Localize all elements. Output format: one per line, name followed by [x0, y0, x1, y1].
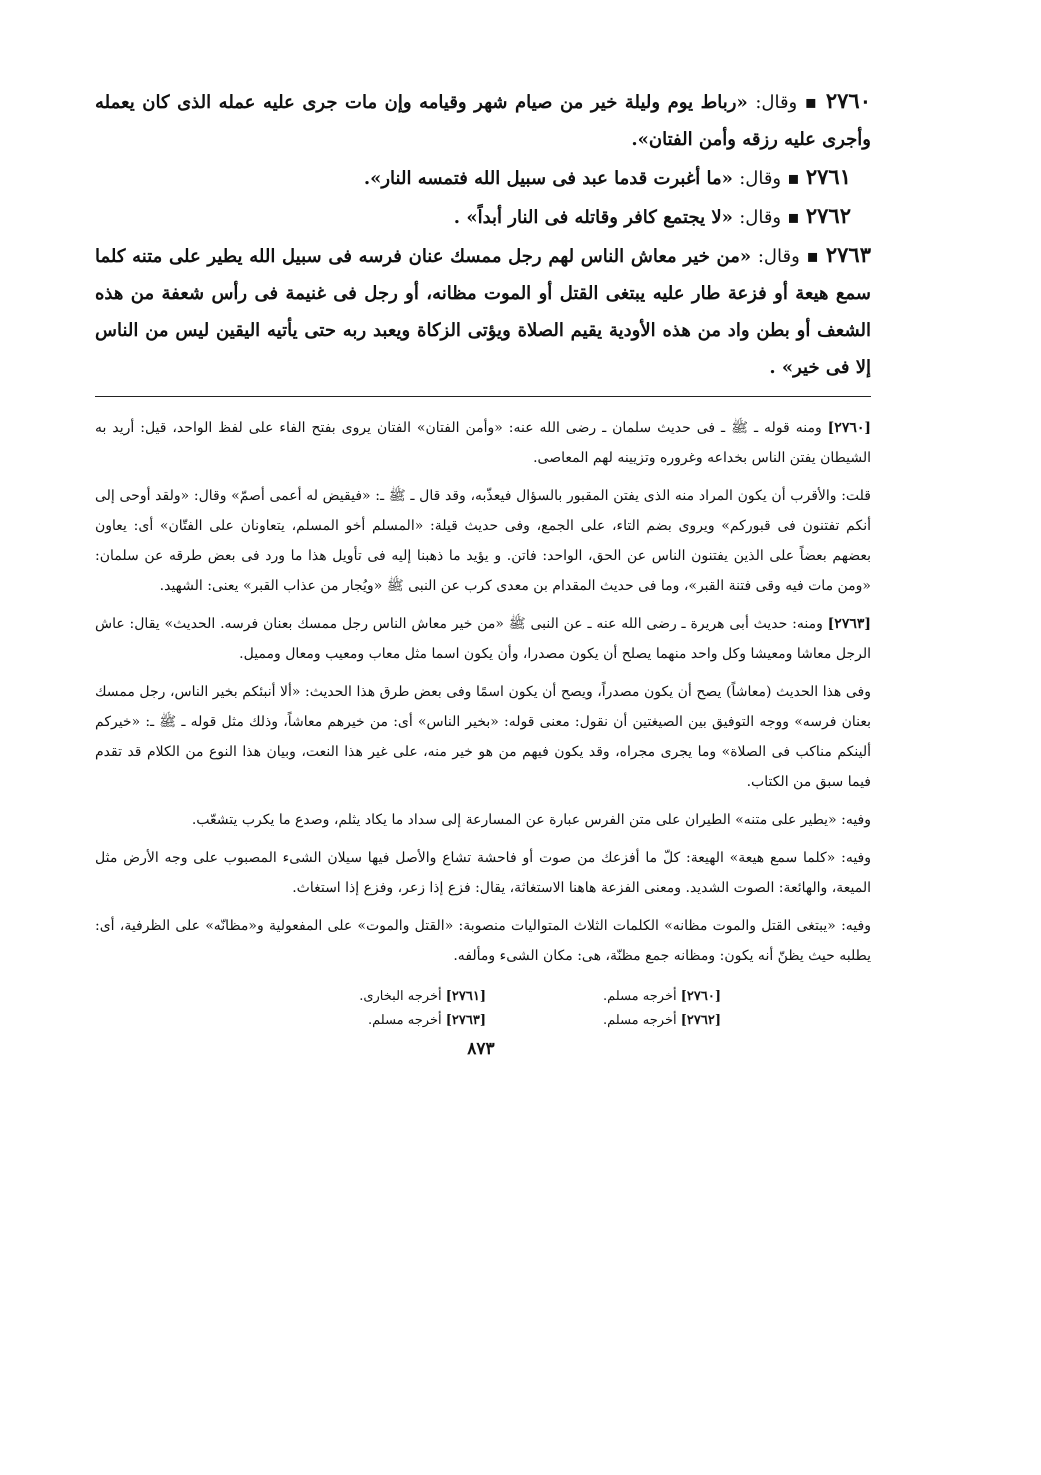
- footnote: [486, 985, 721, 1009]
- commentary-text: وفيه: «يبتغى القتل والموت مظانه» الكلمات الثلاث المتواليات منصوبة: «القتل والموت» على المفعولية و«مظانّه» على الظرفية، أى: يطلبه حيث يظنّ أنه يكون: ومظانه جمع مظنّة، هى: مكان الشىء ومألفه.: [95, 918, 871, 964]
- footnote-text: أخرجه مسلم.: [603, 989, 677, 1004]
- commentary-text: وفيه: «كلما سمع هيعة» الهيعة: كلّ ما أفزعك من صوت أو فاحشة تشاع والأصل فيها سيلان الشىء المصبوب على وجه الأرض مثل الميعة، والهائعة: الصوت الشديد. ومعنى الفزعة هاهنا الاستغاثة، يقال: فزع إذا زعر، وفزع إذا استغاث.: [95, 850, 871, 896]
- hadith-2760: ٢٧٦٠ ▪ وقال: «رباط يوم وليلة خير من صيام شهر وقيامه وإن مات جرى عليه عمله الذى كان يعمله وأجرى عليه رزقه وأمن الفتان».: [95, 88, 871, 150]
- hadith-number: ٢٧٦٢: [805, 203, 851, 228]
- commentary-ref: [٢٧٦٠]: [827, 420, 871, 436]
- commentary-text: وفى هذا الحديث (معاشاً) يصح أن يكون مصدراً، ويصح أن يكون اسمًا وفى بعض طرق هذا الحديث: «ألا أنبئكم بخير الناس، رجل ممسك بعنان فرسه» ووجه التوفيق بين الصيغتين أن نقول: معنى قوله: «بخير الناس» أى: من خيرهم معاشاً، وذلك مثل قوله ـ ﷺ ـ: «خيركم ألينكم مناكب فى الصلاة» وما يجرى مجراه، وقد يكون فيهم من هو خير منه، على غير هذا النعت، وبيان هذا النوع من الكلام قد تقدم فيما سبق من الكتاب.: [95, 684, 871, 790]
- footnote-ref: [٢٧٦٢]: [680, 1013, 721, 1028]
- hadith-text: «لا يجتمع كافر وقاتله فى النار أبداً» .: [453, 207, 733, 228]
- commentary-text: ومنه قوله ـ ﷺ ـ فى حديث سلمان ـ رضى الله عنه: «وأمن الفتان» الفتان يروى بفتح الفاء على لفظ الواحد، قيل: أريد به الشيطان يفتن الناس بخداعه وغروره وتزيينه لهم المعاصى.: [95, 420, 871, 466]
- hadith-text: «ما أغبرت قدما عبد فى سبيل الله فتمسه النار».: [363, 168, 733, 189]
- hadith-intro: وقال:: [755, 92, 798, 113]
- hadith-section: [95, 82, 871, 386]
- footnote-text: أخرجه مسلم.: [368, 1013, 442, 1028]
- hadith-text: «من خير معاش الناس لهم رجل ممسك عنان فرسه فى سبيل الله يطير على متنه كلما سمع هيعة أو فزعة طار عليه يبتغى القتل أو الموت مظانه، أو رجل فى غنيمة فى رأس شعفة من هذه الشعف أو بطن واد من هذه الأودية يقيم الصلاة ويؤتى الزكاة ويعبد ربه حتى يأتيه اليقين ليس من الناس إلا فى خير» .: [95, 246, 871, 378]
- commentary-text: وفيه: «يطير على متنه» الطيران على متن الفرس عبارة عن المسارعة إلى سداد ما يكاد يثلم، وصدع ما يكرب يتشعّب.: [191, 812, 871, 828]
- footnotes: [251, 985, 721, 1033]
- hadith-number: ٢٧٦٣: [825, 242, 871, 267]
- hadith-intro: وقال:: [757, 246, 800, 267]
- footnote: [251, 985, 486, 1009]
- commentary-paragraph: [95, 843, 871, 903]
- hadith-text: «رباط يوم وليلة خير من صيام شهر وقيامه وإن مات جرى عليه عمله الذى كان يعمله وأجرى عليه رزقه وأمن الفتان».: [95, 92, 871, 150]
- commentary-paragraph: [95, 911, 871, 971]
- hadith-number: ٢٧٦٠: [825, 88, 871, 113]
- footnote-text: أخرجه البخارى.: [359, 989, 442, 1004]
- commentary-ref: [٢٧٦٣]: [827, 616, 871, 632]
- footnote-ref: [٢٧٦١]: [445, 989, 486, 1004]
- hadith-2763: ٢٧٦٣ ▪ وقال: «من خير معاش الناس لهم رجل ممسك عنان فرسه فى سبيل الله يطير على متنه كلما سمع هيعة أو فزعة طار عليه يبتغى القتل أو الموت مظانه، أو رجل فى غنيمة فى رأس شعفة من هذه الشعف أو بطن واد من هذه الأودية يقيم الصلاة ويؤتى الزكاة ويعبد ربه حتى يأتيه اليقين ليس من الناس إلا فى خير» .: [95, 242, 871, 378]
- section-divider: [95, 396, 871, 397]
- commentary-paragraph: [95, 677, 871, 797]
- commentary-paragraph: [95, 609, 871, 669]
- commentary-text: قلت: والأقرب أن يكون المراد منه الذى يفتن المقبور بالسؤال فيعذّبه، وقد قال ـ ﷺ ـ: «فيقيض له أعمى أصمّ» وقال: «ولقد أوحى إلى أنكم تفتنون فى قبوركم» ويروى بضم التاء، على الجمع، وفى حديث قيلة: «المسلم أخو المسلم، يتعاونان على الفتّان» أى: يعاون بعضهم بعضاً على الذين يفتنون الناس عن الحق، الواحد: فاتن. و يؤيد ما ذهبنا إليه فى تأويل هذا ما ورد فى بعض طرقه عن سلمان: «ومن مات فيه وقى فتنة القبر»، وما فى حديث المقدام بن معدى كرب عن النبى ﷺ «ويُجار من عذاب القبر» يعنى: الشهيد.: [95, 488, 871, 594]
- commentary-text: ومنه: حديث أبى هريرة ـ رضى الله عنه ـ عن النبى ﷺ «من خير معاش الناس رجل ممسك بعنان فرسه. الحديث» يقال: عاش الرجل معاشا ومعيشا وكل واحد منهما يصلح أن يكون مصدرا، وأن يكون اسما مثل معاب ومعيب ومعال ومميل.: [95, 616, 871, 662]
- footnote-text: أخرجه مسلم.: [603, 1013, 677, 1028]
- hadith-intro: وقال:: [739, 207, 782, 228]
- hadith-2762: ٢٧٦٢ ▪ وقال: «لا يجتمع كافر وقاتله فى النار أبداً» .: [453, 203, 851, 228]
- commentary-paragraph: [95, 413, 871, 473]
- hadith-intro: وقال:: [739, 168, 782, 189]
- footnote: [251, 1009, 486, 1033]
- commentary-section: [95, 413, 871, 971]
- commentary-paragraph: [95, 805, 871, 835]
- hadith-2761: ٢٧٦١ ▪ وقال: «ما أغبرت قدما عبد فى سبيل الله فتمسه النار».: [363, 164, 851, 189]
- commentary-paragraph: [95, 481, 871, 601]
- footnote: [486, 1009, 721, 1033]
- footnote-ref: [٢٧٦٠]: [680, 989, 721, 1004]
- page-number: ٨٧٣: [467, 1039, 495, 1059]
- hadith-number: ٢٧٦١: [805, 164, 851, 189]
- footnote-ref: [٢٧٦٣]: [445, 1013, 486, 1028]
